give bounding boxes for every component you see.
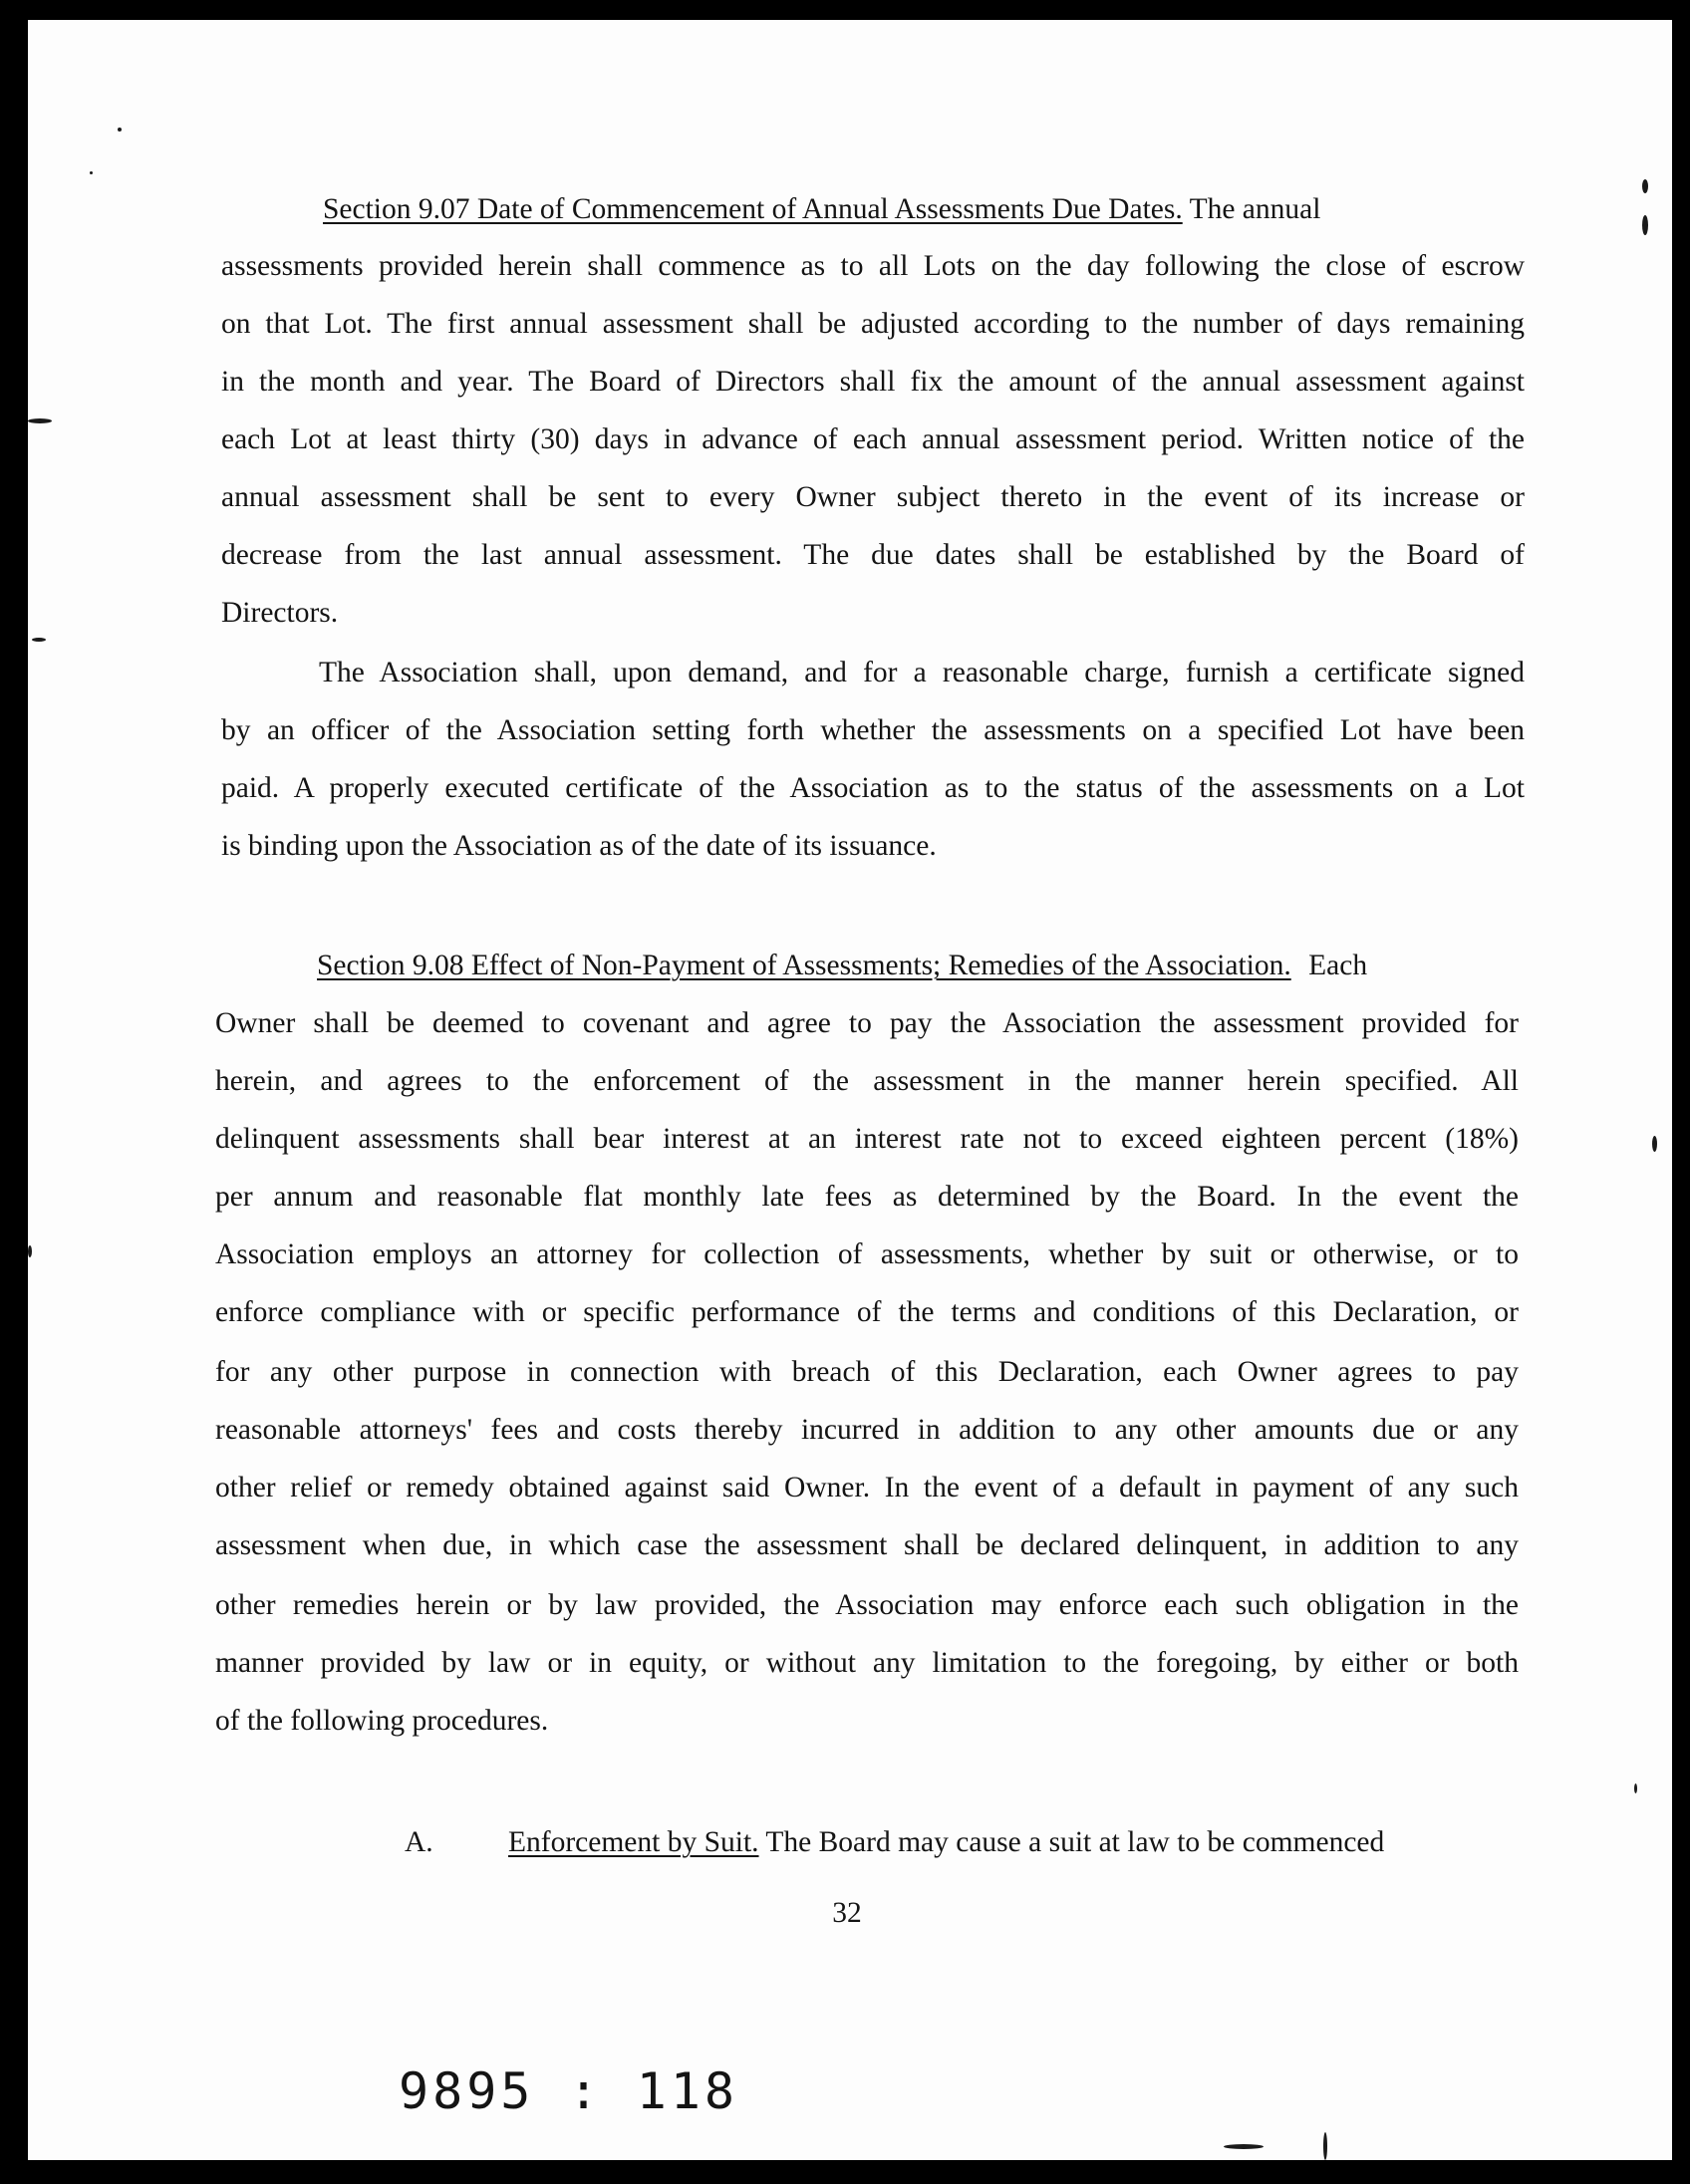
page-number: 32 — [832, 1897, 862, 1929]
body-text-line: is binding upon the Association as of the date of its issuance. — [221, 830, 937, 862]
scan-speck — [90, 171, 93, 174]
body-text-line: each Lot at least thirty (30) days in advance of each annual assessment period. Written notice of the — [221, 423, 1525, 455]
section-heading-line — [323, 189, 1320, 229]
item-text: The Board may cause a suit at law to be commenced — [765, 1826, 1385, 1858]
body-text-line: Directors. — [221, 597, 339, 629]
body-text-line: of the following procedures. — [215, 1705, 549, 1737]
body-text-line: herein, and agrees to the enforcement of the assessment in the manner herein specified. All — [215, 1065, 1519, 1097]
body-text-line: Each — [1308, 950, 1368, 981]
scan-speck — [1642, 179, 1648, 193]
body-text-line: reasonable attorneys' fees and costs thereby incurred in addition to any other amounts due or any — [215, 1414, 1519, 1446]
body-text-line: paid. A properly executed certificate of the Association as to the status of the assessments on a Lot — [221, 772, 1525, 804]
item-heading: Enforcement by Suit. — [508, 1826, 759, 1858]
scan-speck — [1652, 1136, 1657, 1152]
body-text-line: assessments provided herein shall commence as to all Lots on the day following the close of escrow — [221, 250, 1525, 282]
body-text-line: Owner shall be deemed to covenant and agree to pay the Association the assessment provided for — [215, 1007, 1519, 1039]
body-text-line: The Association shall, upon demand, and for a reasonable charge, furnish a certificate signed — [319, 657, 1525, 688]
body-text-line: Association employs an attorney for collection of assessments, whether by suit or otherwise, or to — [215, 1238, 1519, 1270]
section-heading: Section 9.07 Date of Commencement of Annual Assessments Due Dates. — [323, 193, 1183, 225]
scan-speck — [118, 128, 122, 132]
section-heading: Section 9.08 Effect of Non-Payment of Assessments; Remedies of the Association. — [317, 950, 1291, 981]
scan-speck — [28, 418, 52, 423]
body-text-line: annual assessment shall be sent to every Owner subject thereto in the event of its increase or — [221, 481, 1525, 513]
body-text-line: other relief or remedy obtained against said Owner. In the event of a default in payment of any such — [215, 1472, 1519, 1503]
body-text-line: for any other purpose in connection with breach of this Declaration, each Owner agrees to pay — [215, 1356, 1519, 1388]
body-text-line: decrease from the last annual assessment. The due dates shall be established by the Board of — [221, 539, 1525, 571]
body-text-line: in the month and year. The Board of Directors shall fix the amount of the annual assessment against — [221, 366, 1525, 398]
scan-speck — [1642, 215, 1648, 235]
scan-speck — [1634, 1783, 1637, 1793]
document-stamp: 9895 : 118 — [399, 2062, 739, 2120]
body-text-line: by an officer of the Association setting forth whether the assessments on a specified Lot have been — [221, 714, 1525, 746]
scan-speck — [28, 1245, 32, 1257]
body-text-line: The annual — [1189, 193, 1321, 225]
item-letter: A. — [405, 1826, 433, 1858]
body-text-line: other remedies herein or by law provided, the Association may enforce each such obligation in the — [215, 1589, 1519, 1621]
body-text-line: on that Lot. The first annual assessment shall be adjusted according to the number of days remaining — [221, 308, 1525, 340]
scan-speck — [1224, 2144, 1264, 2149]
item-heading-line — [508, 1822, 1384, 1862]
body-text-line: manner provided by law or in equity, or without any limitation to the foregoing, by either or both — [215, 1647, 1519, 1679]
body-text-line: assessment when due, in which case the assessment shall be declared delinquent, in addition to any — [215, 1529, 1519, 1561]
body-text-line: enforce compliance with or specific performance of the terms and conditions of this Declaration, or — [215, 1296, 1519, 1328]
scan-speck — [32, 638, 46, 642]
scan-speck — [1323, 2132, 1327, 2160]
body-text-line: per annum and reasonable flat monthly late fees as determined by the Board. In the event the — [215, 1181, 1519, 1213]
body-text-line: delinquent assessments shall bear interest at an interest rate not to exceed eighteen percent (18%) — [215, 1123, 1519, 1155]
section-heading-line — [317, 946, 1367, 985]
